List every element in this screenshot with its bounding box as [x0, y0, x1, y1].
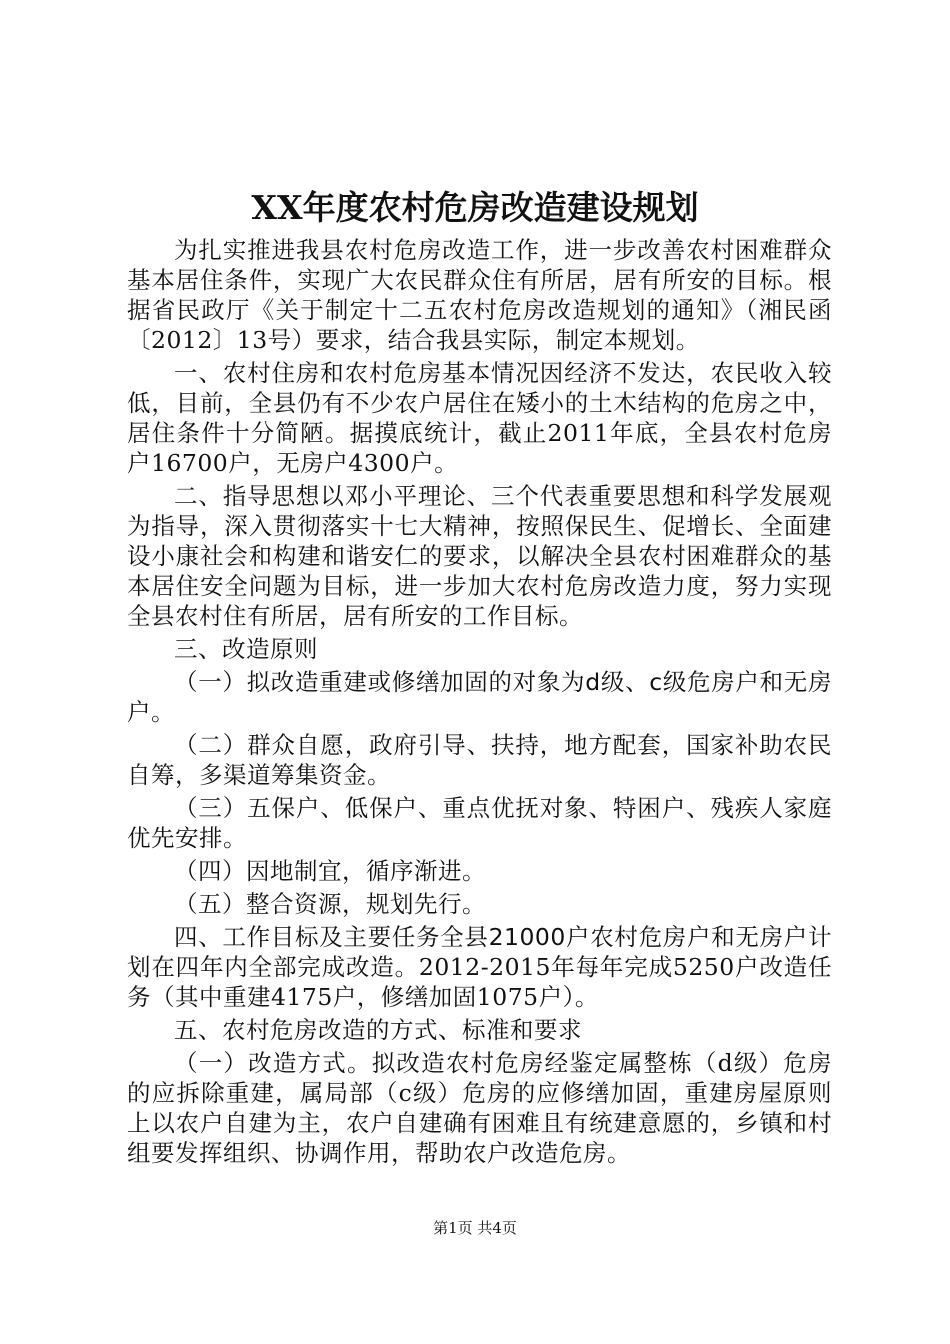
section-5-1-heading-text: （一）改造方式。 — [174, 1049, 372, 1077]
section-5-1-body-text: 拟改造农村危房经鉴定属整栋（d级）危房的应拆除重建，属局部（c级）危房的应修缮加固，重建房屋原则上以农户自建为主，农户自建确有困难且有统建意愿的，乡镇和村组要发挥组织、协调作用，帮助农户改造危房。 — [127, 1049, 833, 1167]
principle-3: （三）五保户、低保户、重点优抚对象、特困户、残疾人家庭优先安排。 — [127, 794, 832, 852]
section-4-body-text: 2012-2015年每年完成5250户改造任务（其中重建4175户，修缮加固1075户）。 — [127, 953, 833, 1011]
section-1-paragraph — [127, 358, 832, 478]
document-body — [127, 235, 832, 1168]
page-footer: 第1页 共4页 — [433, 1219, 517, 1237]
section-3-heading: 三、改造原则 — [174, 635, 318, 663]
principle-2: （二）群众自愿，政府引导、扶持，地方配套，国家补助农民自筹，多渠道筹集资金。 — [127, 731, 832, 789]
section-1-heading-text: 一、农村住房和农村危房基本情况因经济不发达，农民收入较低，目前，全县仍有不少农户居住在矮小的土木结构的危房之中，居住条件十分简陋。 — [127, 359, 832, 447]
section-4-heading-text: 四、工作目标及主要任务全县21000户农村危房户和无房户计划在四年内全部完成改造。 — [127, 923, 832, 981]
document-title: XX年度农村危房改造建设规划 — [251, 188, 699, 227]
section-5-heading: 五、农村危房改造的方式、标准和要求 — [174, 1016, 582, 1044]
section-4-paragraph — [127, 922, 832, 1012]
section-5-1-paragraph — [127, 1048, 832, 1168]
principle-1: （一）拟改造重建或修缮加固的对象为d级、c级危房户和无房户。 — [127, 668, 832, 726]
intro-paragraph: 为扎实推进我县农村危房改造工作，进一步改善农村困难群众基本居住条件，实现广大农民群众住有所居，居有所安的目标。根据省民政厅《关于制定十二五农村危房改造规划的通知》（湘民函〔2012〕13号）要求，结合我县实际，制定本规划。 — [127, 236, 832, 354]
principle-4: （四）因地制宜，循序渐进。 — [174, 857, 486, 885]
section-1-body-text: 据摸底统计，截止2011年底，全县农村危房户16700户，无房户4300户。 — [127, 419, 833, 477]
principle-5: （五）整合资源，规划先行。 — [174, 890, 486, 918]
section-2-paragraph: 二、指导思想以邓小平理论、三个代表重要思想和科学发展观为指导，深入贯彻落实十七大精神，按照保民生、促增长、全面建设小康社会和构建和谐安仁的要求，以解决全县农村困难群众的基本居住安全问题为目标，进一步加大农村危房改造力度，努力实现全县农村住有所居，居有所安的工作目标。 — [127, 482, 832, 630]
